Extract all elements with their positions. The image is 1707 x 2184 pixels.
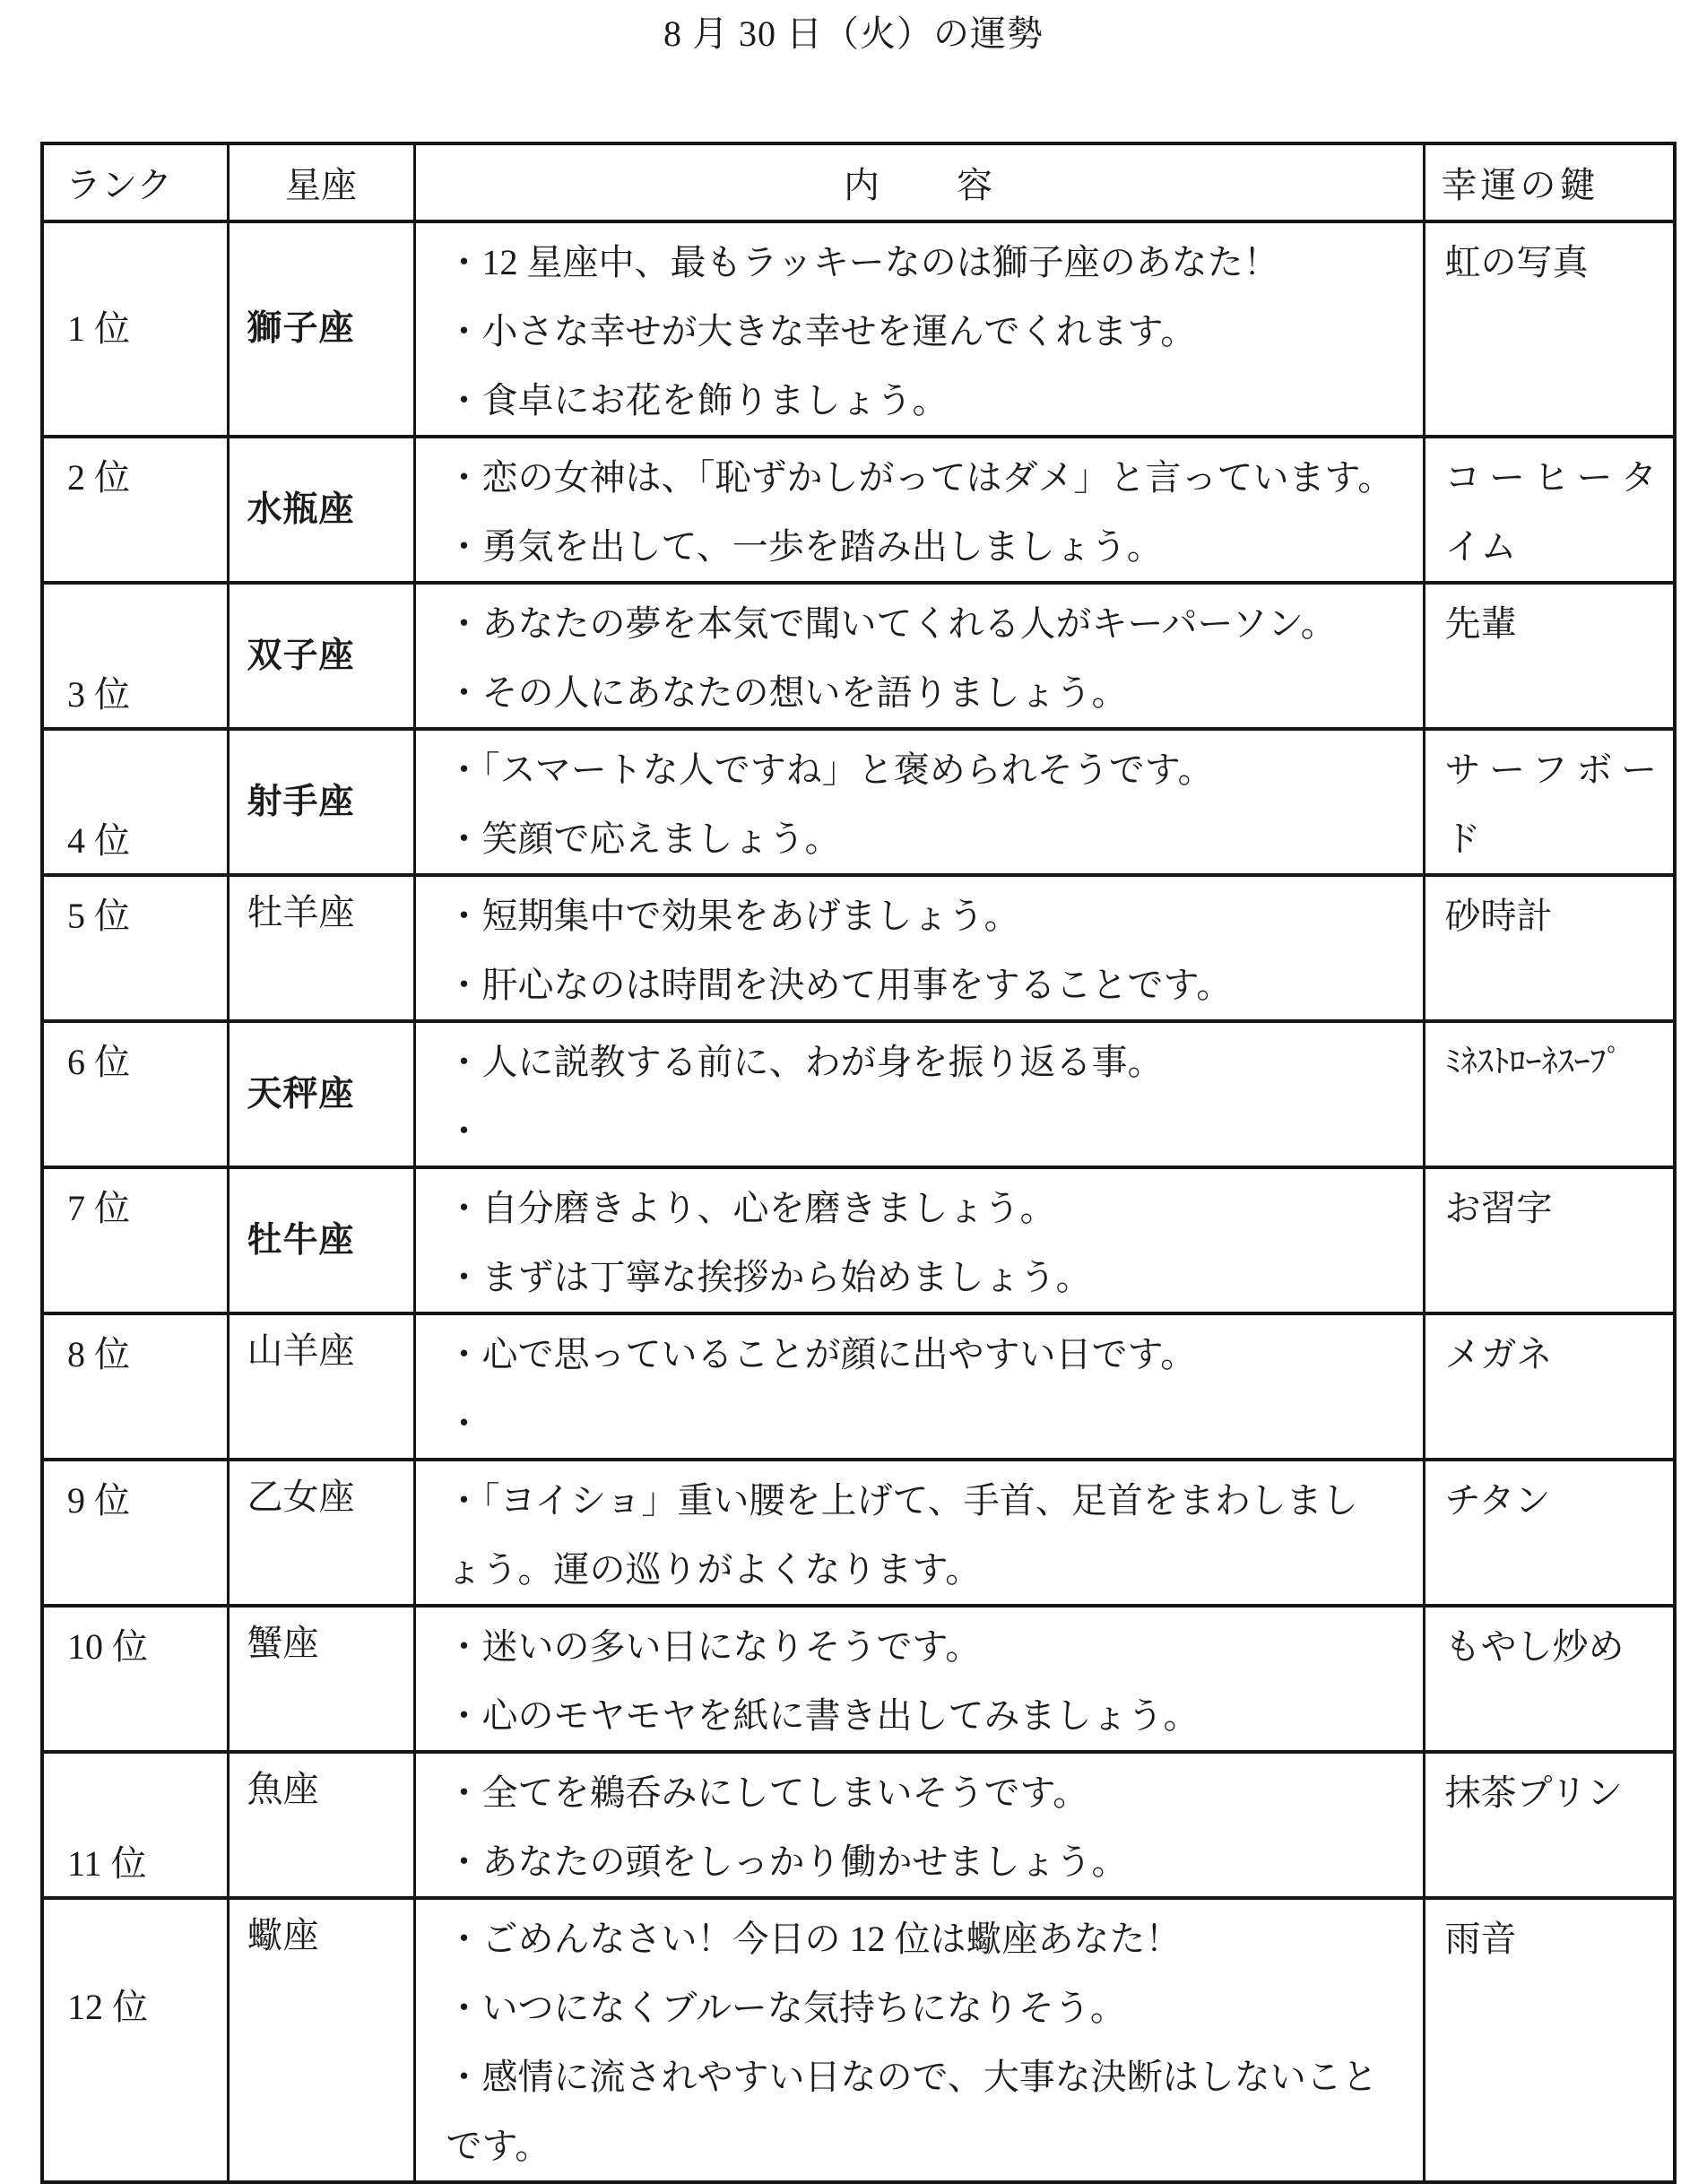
content-cell	[414, 729, 1424, 875]
lucky-cell	[1424, 1313, 1675, 1460]
sign-cell: 天秤座	[228, 1021, 414, 1167]
lucky-line: 雨音	[1444, 1919, 1517, 1959]
content-line: ・まずは丁寧な挨拶から始めましょう。	[446, 1257, 1092, 1297]
content-cell	[414, 1167, 1424, 1313]
content-line: ・自分磨きより、心を磨きましょう。	[446, 1188, 1056, 1228]
sign-cell: 射手座	[228, 729, 414, 875]
rank-cell: 11 位	[42, 1752, 228, 1898]
sign-cell: 牡羊座	[228, 875, 414, 1021]
sign-cell: 蟹座	[228, 1606, 414, 1752]
content-line: ・「ヨイショ」重い腰を上げて、手首、足首をまわしまし	[446, 1480, 1358, 1521]
rank-cell: 12 位	[42, 1898, 228, 2182]
content-line: ・12 星座中、最もラッキーなのは獅子座のあなた！	[446, 242, 1279, 282]
content-line: ょう。運の巡りがよくなります。	[446, 1549, 982, 1590]
lucky-cell	[1424, 437, 1675, 583]
content-cell	[414, 1606, 1424, 1752]
rank-cell: 5 位	[42, 875, 228, 1021]
content-cell	[414, 1460, 1424, 1606]
lucky-line: チタン	[1444, 1480, 1551, 1521]
sign-cell: 双子座	[228, 583, 414, 729]
table-row	[42, 1167, 1675, 1313]
content-cell	[414, 583, 1424, 729]
lucky-line: 先輩	[1444, 603, 1517, 644]
sign-cell: 魚座	[228, 1752, 414, 1898]
rank-cell: 1 位	[42, 221, 228, 437]
rank-cell: 7 位	[42, 1167, 228, 1313]
rank-cell: 6 位	[42, 1021, 228, 1167]
content-line: です。	[446, 2126, 551, 2166]
rank-cell: 10 位	[42, 1606, 228, 1752]
lucky-cell	[1424, 1167, 1675, 1313]
lucky-line: お習字	[1444, 1188, 1553, 1228]
sign-cell: 水瓶座	[228, 437, 414, 583]
lucky-line: イム	[1444, 526, 1517, 567]
content-line: ・恋の女神は、「恥ずかしがってはダメ」と言っています。	[446, 457, 1394, 498]
lucky-cell	[1424, 1021, 1675, 1167]
sign-cell: 獅子座	[228, 221, 414, 437]
lucky-cell	[1424, 1898, 1675, 2182]
table-row	[42, 1313, 1675, 1460]
content-line: ・笑顔で応えましょう。	[446, 819, 841, 859]
sign-cell: 牡牛座	[228, 1167, 414, 1313]
content-line: ・全てを鵜呑みにしてしまいそうです。	[446, 1772, 1089, 1813]
lucky-cell	[1424, 1752, 1675, 1898]
content-line: ・	[446, 1111, 482, 1151]
table-row	[42, 875, 1675, 1021]
lucky-line: もやし炒め	[1444, 1626, 1625, 1667]
content-line: ・迷いの多い日になりそうです。	[446, 1626, 982, 1667]
content-line: ・感情に流されやすい日なので、大事な決断はしないこと	[446, 2057, 1378, 2097]
lucky-line: 虹の写真	[1444, 242, 1589, 282]
lucky-cell	[1424, 583, 1675, 729]
lucky-line: ﾐﾈｽﾄﾛｰﾈｽｰﾌﾟ	[1444, 1044, 1623, 1079]
table-row	[42, 1898, 1675, 2182]
content-line: ・「スマートな人ですね」と褒められそうです。	[446, 750, 1214, 790]
content-line: ・心のモヤモヤを紙に書き出してみましょう。	[446, 1695, 1200, 1736]
table-row	[42, 729, 1675, 875]
content-line: ・心で思っていることが顔に出やすい日です。	[446, 1334, 1197, 1374]
sign-cell: 蠍座	[228, 1898, 414, 2182]
content-cell	[414, 1313, 1424, 1460]
content-line: ・短期集中で効果をあげましょう。	[446, 896, 1020, 936]
page-title: 8 月 30 日（火）の運勢	[663, 13, 1044, 54]
content-line: ・勇気を出して、一歩を踏み出しましょう。	[446, 526, 1163, 567]
lucky-line: メガネ	[1444, 1334, 1553, 1374]
lucky-line: 砂時計	[1444, 896, 1553, 936]
content-line: ・あなたの頭をしっかり働かせましょう。	[446, 1842, 1128, 1882]
content-line: ・その人にあなたの想いを語りましょう。	[446, 672, 1128, 713]
content-cell	[414, 1021, 1424, 1167]
table-row	[42, 221, 1675, 437]
rank-cell: 8 位	[42, 1313, 228, 1460]
lucky-line: サーフボー	[1444, 750, 1657, 790]
table-row	[42, 1606, 1675, 1752]
content-cell	[414, 875, 1424, 1021]
sign-cell: 乙女座	[228, 1460, 414, 1606]
rank-cell: 2 位	[42, 437, 228, 583]
table-row	[42, 1752, 1675, 1898]
header-sign: 星座	[228, 143, 414, 221]
content-line: ・肝心なのは時間を決めて用事をすることです。	[446, 965, 1233, 1005]
lucky-cell	[1424, 1606, 1675, 1752]
content-line: ・	[446, 1403, 482, 1443]
content-line: ・小さな幸せが大きな幸せを運んでくれます。	[446, 311, 1197, 351]
header-lucky: 幸運の鍵	[1424, 143, 1675, 221]
fortune-table	[40, 142, 1677, 2184]
rank-cell: 9 位	[42, 1460, 228, 1606]
table-row	[42, 437, 1675, 583]
lucky-cell	[1424, 729, 1675, 875]
header-rank: ランク	[42, 143, 228, 221]
content-cell	[414, 437, 1424, 583]
lucky-cell	[1424, 1460, 1675, 1606]
lucky-line: 抹茶プリン	[1444, 1772, 1623, 1813]
lucky-cell	[1424, 875, 1675, 1021]
rank-cell: 3 位	[42, 583, 228, 729]
table-row	[42, 1460, 1675, 1606]
header-row	[42, 143, 1675, 221]
header-content: 内 容	[414, 143, 1424, 221]
content-cell	[414, 221, 1424, 437]
rank-cell: 4 位	[42, 729, 228, 875]
lucky-line: コーヒータ	[1444, 457, 1657, 498]
content-line: ・人に説教する前に、わが身を振り返る事。	[446, 1042, 1164, 1082]
table-row	[42, 1021, 1675, 1167]
content-cell	[414, 1898, 1424, 2182]
lucky-line: ド	[1444, 819, 1481, 859]
content-cell	[414, 1752, 1424, 1898]
content-line: ・あなたの夢を本気で聞いてくれる人がキーパーソン。	[446, 603, 1337, 644]
sign-cell: 山羊座	[228, 1313, 414, 1460]
content-line: ・食卓にお花を飾りましょう。	[446, 380, 949, 420]
content-line: ・いつになくブルーな気持ちになりそう。	[446, 1988, 1126, 2028]
table-row	[42, 583, 1675, 729]
lucky-cell	[1424, 221, 1675, 437]
content-line: ・ごめんなさい！今日の 12 位は蠍座あなた！	[446, 1919, 1182, 1959]
